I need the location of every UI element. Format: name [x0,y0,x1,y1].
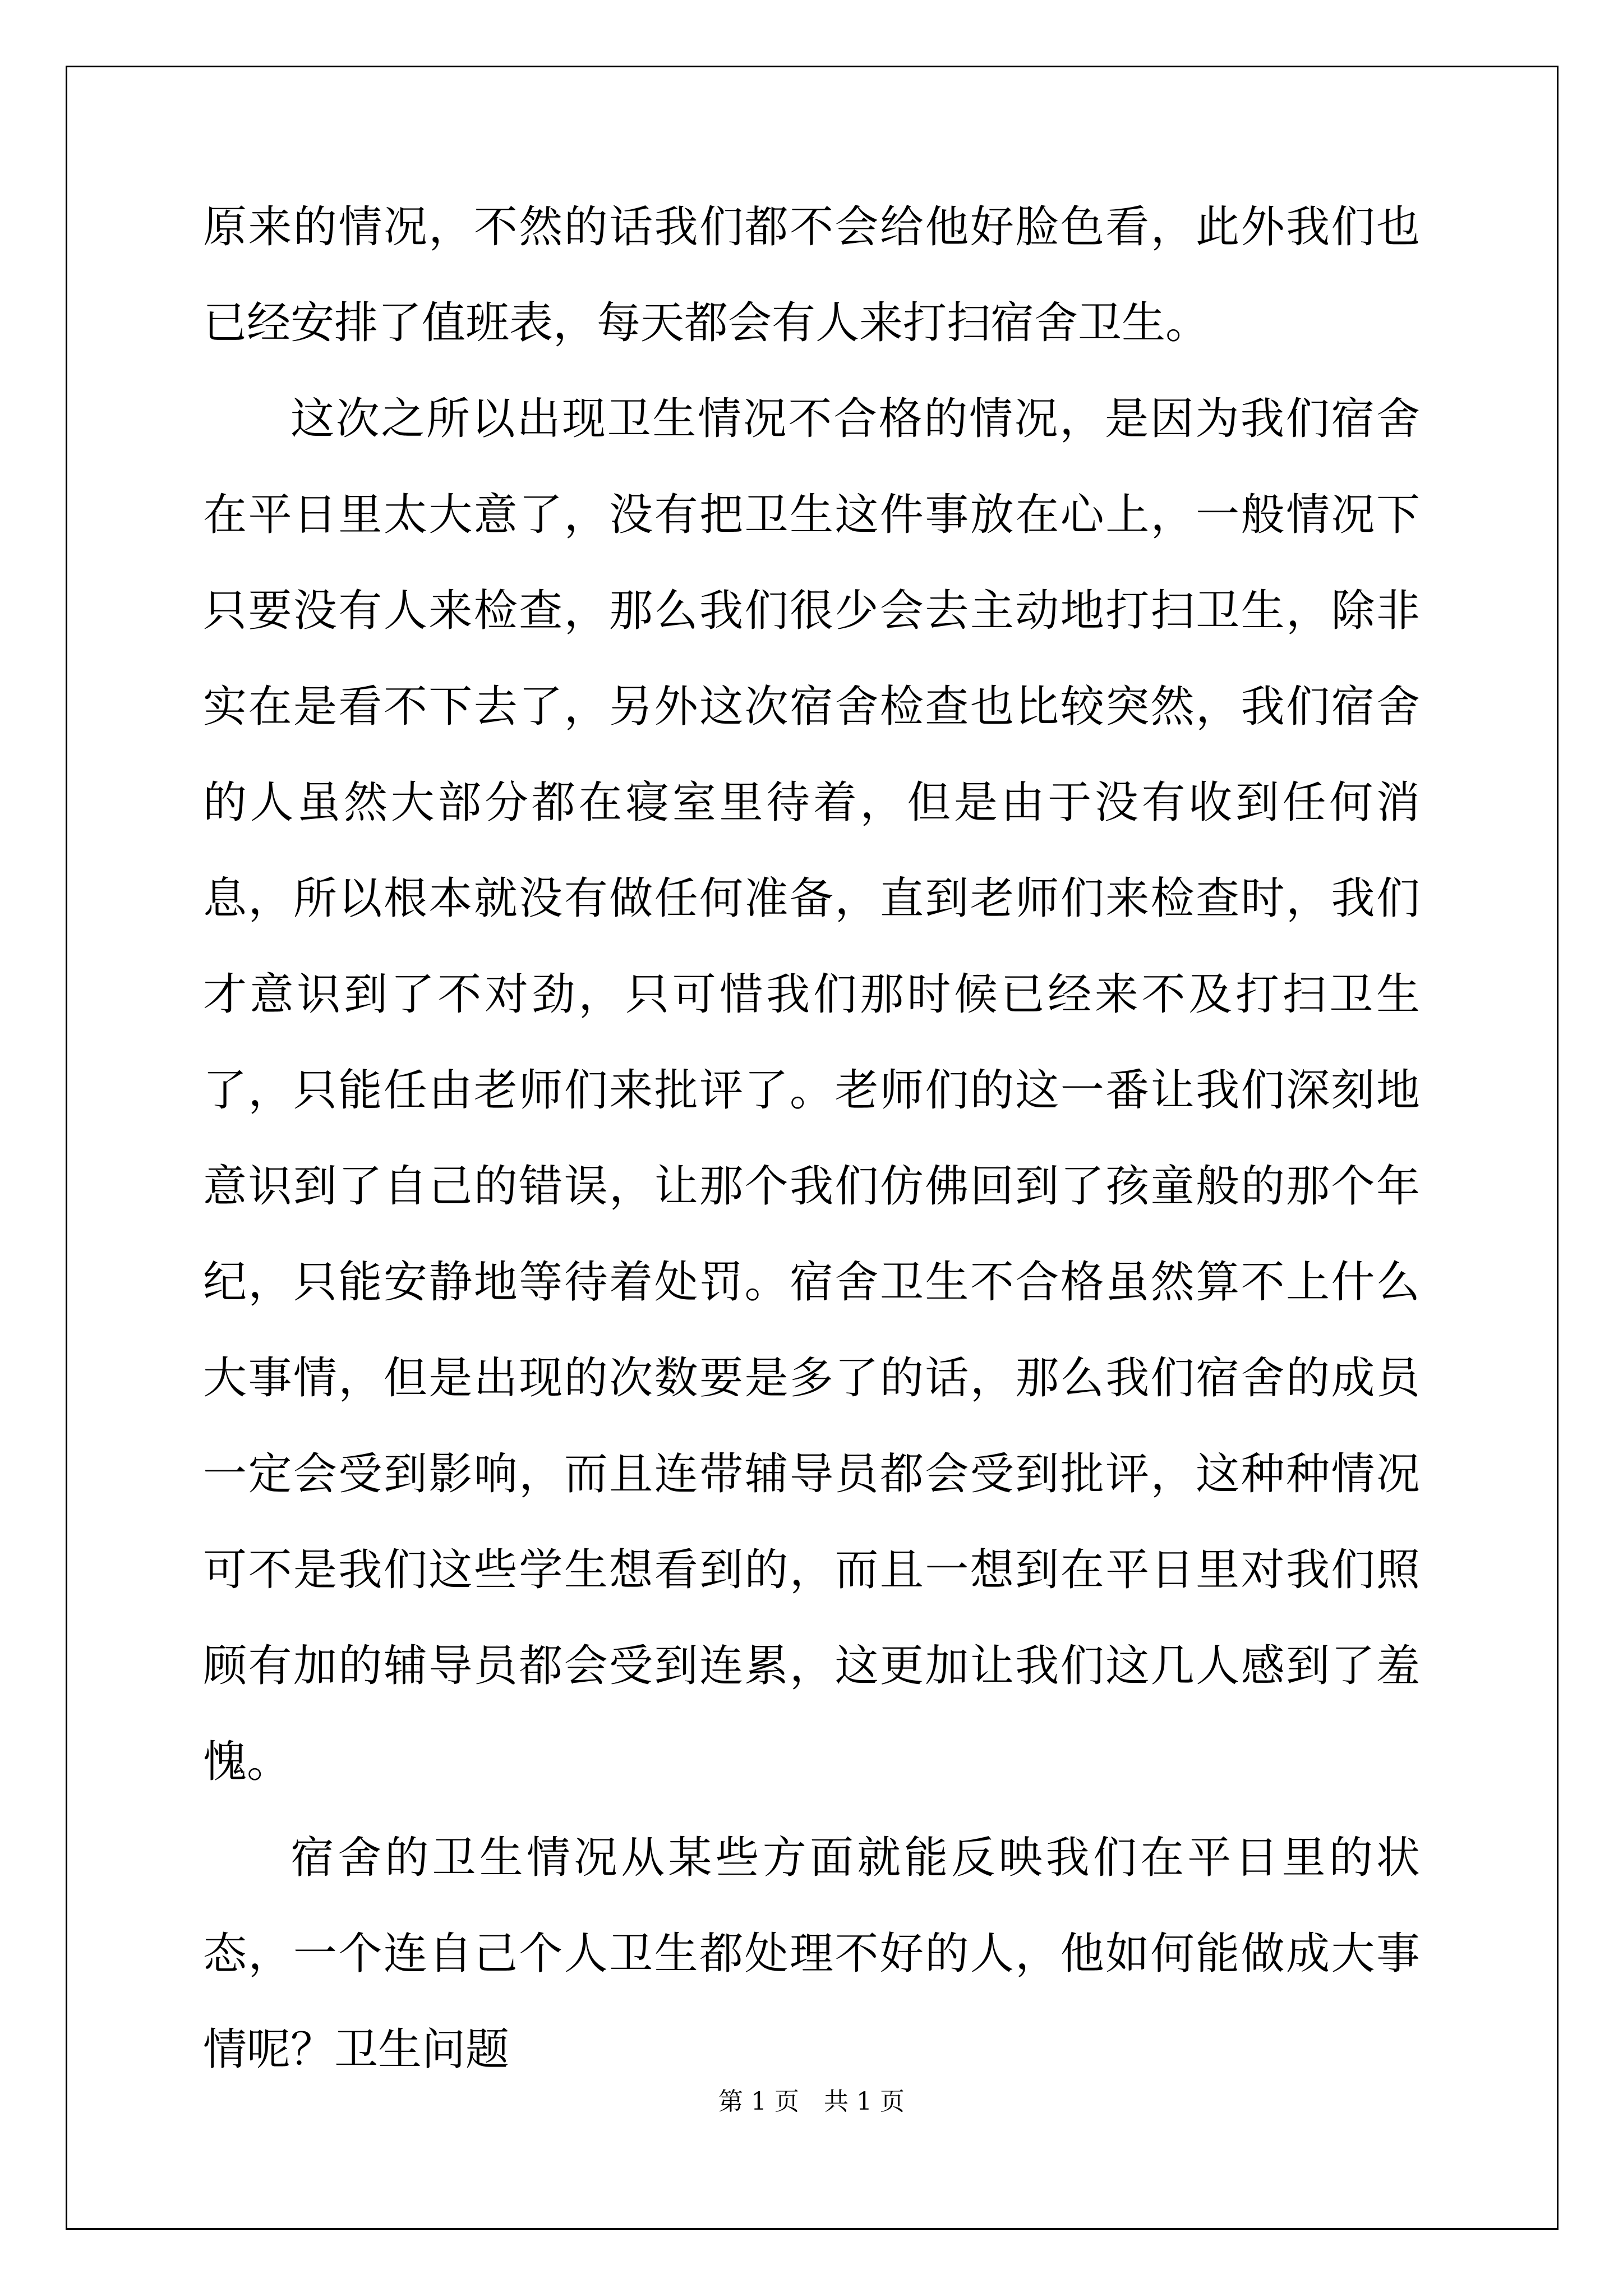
paragraph-1: 原来的情况，不然的话我们都不会给他好脸色看，此外我们也已经安排了值班表，每天都会有人来打扫宿舍卫生。 [203,202,1420,348]
page-footer: 第 1 页 共 1 页 [718,2087,905,2116]
paragraph-3: 宿舍的卫生情况从某些方面就能反映我们在平日里的状态，一个连自己个人卫生都处理不好的人，他如何能做成大事情呢？卫生问题 [203,1833,1420,2075]
paragraph-2: 这次之所以出现卫生情况不合格的情况，是因为我们宿舍在平日里太大意了，没有把卫生这件事放在心上，一般情况下只要没有人来检查，那么我们很少会去主动地打扫卫生，除非实在是看不下去了，另外这次宿舍检查也比较突然，我们宿舍的人虽然大部分都在寝室里待着，但是由于没有收到任何消息，所以根本就没有做任何准备，直到老师们来检查时，我们才意识到了不对劲，只可惜我们那时候已经来不及打扫卫生了，只能任由老师们来批评了。老师们的这一番让我们深刻地意识到了自己的错误，让那个我们仿佛回到了孩童般的那个年纪，只能安静地等待着处罚。宿舍卫生不合格虽然算不上什么大事情，但是出现的次数要是多了的话，那么我们宿舍的成员一定会受到影响，而且连带辅导员都会受到批评，这种种情况可不是我们这些学生想看到的，而且一想到在平日里对我们照顾有加的辅导员都会受到连累，这更加让我们这几人感到了羞愧。 [203,394,1420,1787]
document-body [203,180,1420,2098]
